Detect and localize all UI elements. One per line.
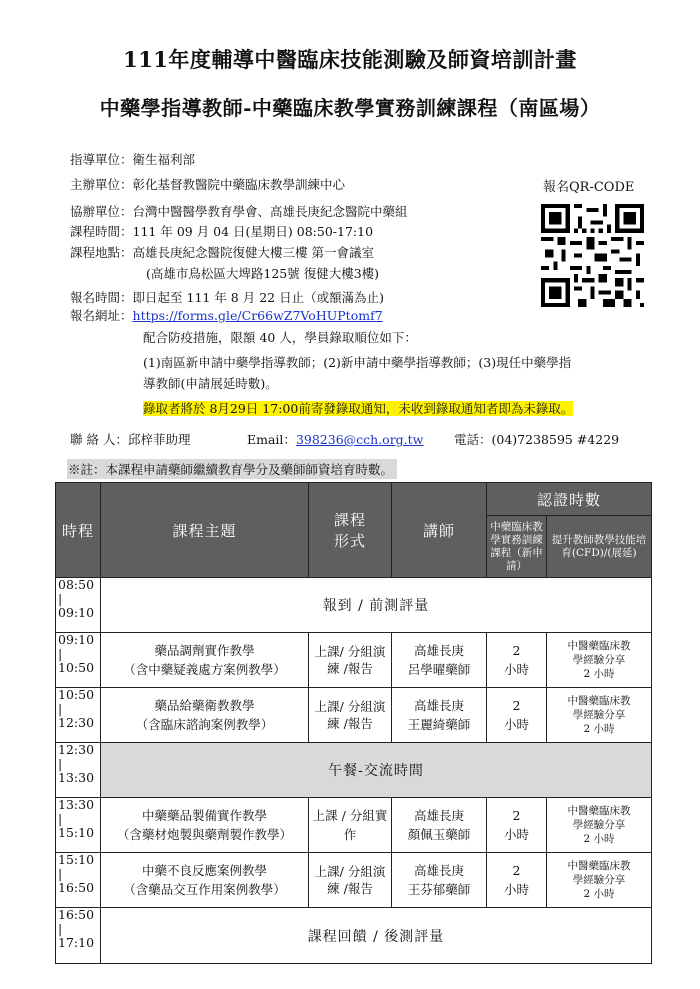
header-cert: 認證時數 [487, 483, 652, 516]
info-reg-time [70, 290, 384, 306]
time-cell: 15:10 | 16:50 [56, 853, 101, 908]
qr-code-icon[interactable] [541, 204, 644, 307]
table-header-row [56, 483, 652, 516]
registration-cell: 報到 / 前測評量 [101, 578, 652, 633]
cfd-cell: 中醫藥臨床教 學經驗分享 2 小時 [547, 853, 652, 908]
registration-link[interactable]: https://forms.gle/Cr66wZ7VoHUPtomf7 [132, 308, 383, 323]
header-lecturer: 講師 [392, 483, 487, 578]
info-time [70, 224, 373, 240]
email-label: Email： [247, 432, 296, 447]
page-title: 111年度輔導中醫臨床技能測驗及師資培訓計畫 [123, 47, 577, 72]
format-cell: 上課 / 分組實作 [309, 798, 392, 853]
time-cell: 16:50 | 17:10 [56, 908, 101, 964]
table-row [56, 908, 652, 964]
guide-label: 指導單位： [70, 152, 133, 167]
info-co [70, 204, 408, 220]
lunch-cell: 午餐-交流時間 [101, 743, 652, 798]
place-label: 課程地點： [70, 245, 133, 260]
co-label: 協辦單位： [70, 204, 133, 219]
info-host [70, 177, 345, 193]
co-value: 台灣中醫醫學教育學會、高雄長庚紀念醫院中藥組 [132, 204, 408, 219]
info-reg-url [70, 308, 383, 324]
info-order-1: (1)南區新申請中藥學指導教師；(2)新申請中藥學指導教師；(3)現任中藥學指 [143, 355, 572, 370]
lecturer-cell: 高雄長庚 呂學曜藥師 [392, 633, 487, 688]
host-label: 主辦單位： [70, 177, 133, 192]
table-row [56, 798, 652, 853]
header-format: 課程 形式 [309, 483, 392, 578]
info-email [247, 432, 423, 448]
header-cert-new: 中藥臨床教學實務訓練課程（新申請） [487, 516, 547, 578]
table-row [56, 633, 652, 688]
lecturer-cell: 高雄長庚 王麗綺藥師 [392, 688, 487, 743]
topic-cell: 藥品調劑實作教學 （含中藥疑義處方案例教學） [101, 633, 309, 688]
topic-cell: 藥品給藥衛教教學 （含臨床諮詢案例教學） [101, 688, 309, 743]
time-value: 111 年 09 月 04 日(星期日) 08:50-17:10 [132, 224, 374, 239]
hours-cell: 2 小時 [487, 798, 547, 853]
info-place [70, 245, 374, 261]
contact-label: 聯 絡 人： [70, 432, 128, 447]
topic-cell: 中藥不良反應案例教學 （含藥品交互作用案例教學） [101, 853, 309, 908]
info-order-2: 導教師(申請展延時數)。 [143, 376, 278, 391]
format-cell: 上課/ 分組演練 /報告 [309, 853, 392, 908]
host-value: 彰化基督教醫院中藥臨床教學訓練中心 [132, 177, 346, 192]
format-cell: 上課/ 分組演練 /報告 [309, 688, 392, 743]
feedback-cell: 課程回饋 / 後測評量 [101, 908, 652, 964]
reg-time-label: 報名時間： [70, 290, 133, 305]
time-cell: 10:50 | 12:30 [56, 688, 101, 743]
hours-cell: 2 小時 [487, 688, 547, 743]
header-topic: 課程主題 [101, 483, 309, 578]
time-cell: 09:10 | 10:50 [56, 633, 101, 688]
header-time: 時程 [56, 483, 101, 578]
phone-label: 電話： [454, 432, 492, 447]
info-place-address: (高雄市鳥松區大埤路125號 復健大樓3樓) [146, 266, 380, 281]
cfd-cell: 中醫藥臨床教 學經驗分享 2 小時 [547, 798, 652, 853]
lecturer-cell: 高雄長庚 王芬郁藥師 [392, 853, 487, 908]
reg-time-value: 即日起至 111 年 8 月 22 日止（或額滿為止) [132, 290, 384, 305]
notice-highlight: 錄取者將於 8月29日 17:00前寄發錄取通知，未收到錄取通知者即為未錄取。 [143, 401, 574, 416]
time-cell: 08:50 | 09:10 [56, 578, 101, 633]
time-label: 課程時間： [70, 224, 133, 239]
table-row [56, 578, 652, 633]
reg-url-label: 報名網址： [70, 308, 133, 323]
info-phone [454, 432, 619, 448]
page-subtitle: 中藥學指導教師-中藥臨床教學實務訓練課程（南區場） [99, 96, 601, 120]
time-cell: 12:30 | 13:30 [56, 743, 101, 798]
guide-value: 衛生福利部 [132, 152, 196, 167]
table-row [56, 743, 652, 798]
cfd-cell: 中醫藥臨床教 學經驗分享 2 小時 [547, 633, 652, 688]
qr-label: 報名QR-CODE [543, 180, 635, 195]
info-contact [70, 432, 190, 448]
table-row [56, 853, 652, 908]
info-guide [70, 152, 195, 168]
topic-cell: 中藥藥品製備實作教學 （含藥材炮製與藥劑製作教學） [101, 798, 309, 853]
table-row [56, 688, 652, 743]
place-value: 高雄長庚紀念醫院復健大樓三樓 第一會議室 [132, 245, 374, 260]
time-cell: 13:30 | 15:10 [56, 798, 101, 853]
info-quota: 配合防疫措施，限額 40 人，學員錄取順位如下： [143, 330, 417, 345]
contact-value: 邱梓菲助理 [127, 432, 191, 447]
header-cert-cfd: 提升教師教學技能培育(CFD)/(展延) [547, 516, 652, 578]
course-note: ※註：本課程申請藥師繼續教育學分及藥師師資培育時數。 [67, 459, 397, 479]
hours-cell: 2 小時 [487, 853, 547, 908]
hours-cell: 2 小時 [487, 633, 547, 688]
cfd-cell: 中醫藥臨床教 學經驗分享 2 小時 [547, 688, 652, 743]
phone-value: (04)7238595 #4229 [491, 432, 620, 447]
schedule-table [55, 482, 652, 964]
lecturer-cell: 高雄長庚 顏佩玉藥師 [392, 798, 487, 853]
info-notice [143, 401, 573, 417]
email-link[interactable]: 398236@cch.org.tw [295, 432, 424, 447]
format-cell: 上課/ 分組演練 /報告 [309, 633, 392, 688]
